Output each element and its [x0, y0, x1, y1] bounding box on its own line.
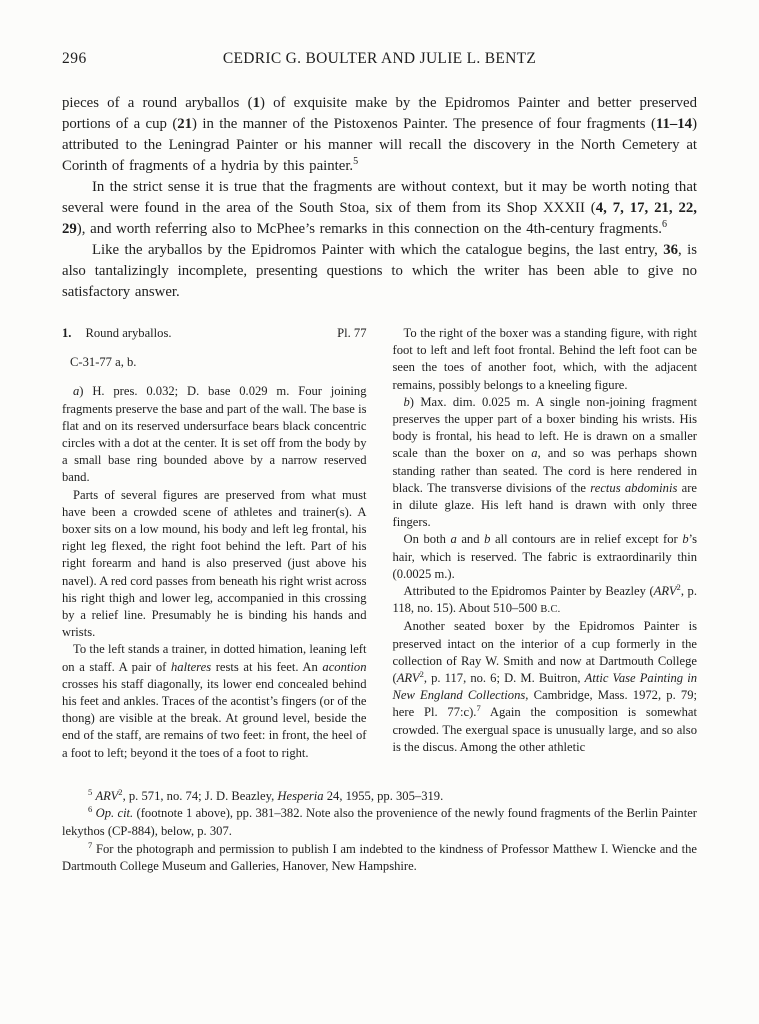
paragraph [62, 641, 367, 761]
catalogue-section [62, 325, 697, 762]
paragraph [62, 841, 697, 876]
text-segment: all contours are in relief except for [490, 532, 683, 547]
text-segment: , p. 571, no. 74; J. D. Beazley, [122, 788, 278, 803]
text-segment: 36 [663, 242, 679, 258]
text-segment: ARV [396, 671, 420, 686]
text-segment: Another seated boxer by the Epidromos Painter is preserved intact on the interior of a cup formerly in the collection of Ray W. Smith and now at Dartmouth College ( [392, 619, 697, 686]
text-segment: Parts of several figures are preserved from what must have been a crowded scene of athletes and trainer(s). A boxer sits on a low mound, his body and left leg frontal, his right leg flexed, the right foot behind the left. Part of his right forearm and hand is also preserved (just above his navel). A red cord passes from beneath his right wrist across his right thigh and lower leg, accompanied in this crossing by a relief line. Presumably he is binding his hands and wrists. [62, 487, 367, 640]
footnote-marker: 7 [88, 839, 93, 850]
text-segment: ) H. pres. 0.032; D. base 0.029 m. Four joining fragments preserve the base and part of the wall. The base is flat and on its reserved undersurface bears black concentric circles with a dot at the center. It is set off from the body by a small base ring bounded above by a narrow reserved band. [62, 384, 367, 485]
text-segment: 21 [177, 116, 193, 132]
paragraph [62, 805, 697, 840]
text-segment: halteres [170, 659, 212, 674]
paragraph [62, 383, 367, 486]
text-segment: To the right of the boxer was a standing figure, with right foot to left and left foot frontal. Behind the left foot can be seen the toes of another foot, which, with the adjacent remains, possibly belongs to a kneeling figure. [392, 326, 697, 392]
entry-title: Round aryballos. [85, 326, 172, 340]
plate-reference: Pl. 77 [337, 326, 367, 340]
inventory-number: C-31-77 a, b. [70, 355, 137, 370]
footnote-marker: 2 [419, 668, 424, 679]
text-segment: ), and worth referring also to McPhee’s remarks in this connection on the 4th-century fragments. [76, 221, 662, 237]
text-segment: ARV [95, 788, 119, 803]
text-segment: ) of exquisite make by the Epidromos Painter and better preserved portions of a cup ( [62, 95, 697, 132]
text-segment: , and so was perhaps shown standing rather than seated. The cord is here rendered in black. The transverse divisions of the [392, 446, 697, 495]
text-segment: b [403, 394, 410, 409]
page-header [62, 48, 697, 69]
text-segment: B.C. [540, 604, 561, 616]
paragraph [62, 487, 367, 642]
text-segment: 11–14 [655, 116, 693, 132]
text-segment: pieces of a round aryballos ( [62, 95, 253, 111]
paragraph [62, 93, 697, 177]
paragraph [393, 531, 698, 583]
running-head: CEDRIC G. BOULTER AND JULIE L. BENTZ [222, 50, 537, 67]
text-segment: ) attributed to the Leningrad Painter or his manner will recall the discovery in the North Cemetery at Corinth of fragments of a hydria by this painter. [62, 116, 697, 174]
text-segment: b [682, 532, 689, 547]
text-segment: b [484, 532, 491, 547]
page-number: 296 [62, 50, 87, 67]
text-segment: 1 [252, 95, 260, 111]
footnote-marker: 2 [118, 786, 123, 797]
text-segment: To the left stands a trainer, in dotted himation, leaning left on a staff. A pair of [62, 642, 367, 674]
footnote-marker: 7 [476, 703, 481, 714]
text-segment: Again the composition is somewhat crowded. The exergual space is unusually large, and so also is the discus. Among the other athletic [392, 705, 697, 754]
text-segment: , p. 117, no. 6; D. M. Buitron, [423, 671, 585, 686]
text-segment: ARV [653, 584, 677, 599]
paragraph [393, 325, 698, 394]
footnote-marker: 5 [353, 156, 359, 168]
paragraph [393, 394, 698, 532]
text-segment: ’s hair, which is reserved. The fabric is extraordinarily thin (0.0025 m.). [392, 532, 698, 581]
catalogue-left-column [62, 325, 367, 762]
text-segment: 4, 7, 17, 21, 22, 29 [62, 200, 697, 237]
text-segment: are in dilute glaze. His left hand is drawn with only three fingers. [392, 480, 698, 530]
paragraph [62, 177, 697, 240]
text-segment: crosses his staff diagonally, its lower end concealed behind his feet and ankles. Traces of the acontist’s fingers (or of the thong) are visible at the break. At ground level, beside the end of the staff, are remains of two feet: in front, the heel of a foot to left; beyond it the toes of a foot to right. [62, 676, 367, 760]
text-segment: Hesperia [277, 788, 324, 803]
paragraph [62, 788, 697, 806]
text-segment: Attributed to the Epidromos Painter by Beazley ( [403, 584, 654, 599]
text-segment: , is also tantalizingly incomplete, presenting questions to which the writer has been able to give no satisfactory answer. [62, 242, 697, 300]
text-segment: (footnote 1 above), pp. 381–382. Note also the provenience of the newly found fragments of the Berlin Painter lekythos (CP-884), below, p. 307. [62, 806, 697, 839]
text-segment: On both [403, 532, 451, 547]
text-segment: a [531, 446, 538, 461]
text-segment: a [450, 532, 457, 547]
footnote-marker: 6 [88, 804, 93, 815]
catalogue-right-column [393, 325, 698, 762]
catalogue-entry-heading [62, 325, 367, 342]
paragraph [62, 240, 697, 303]
text-segment: , Cambridge, Mass. 1972, p. 79; here Pl. 77:c). [392, 688, 697, 720]
footnote-marker: 6 [661, 219, 667, 231]
text-segment: 24, 1955, pp. 305–319. [323, 788, 444, 803]
text-segment: acontion [322, 659, 367, 674]
entry-number: 1. [62, 326, 72, 340]
left-column-text [62, 383, 367, 761]
paragraph [393, 583, 698, 618]
text-segment: Attic Vase Painting in New England Collections [392, 671, 697, 703]
footnote-marker: 2 [676, 581, 681, 592]
text-segment: rests at his feet. An [211, 659, 323, 674]
text-segment: rectus abdominis [590, 480, 678, 495]
footnotes-section [62, 788, 697, 876]
text-segment: In the strict sense it is true that the fragments are without context, but it may be worth noting that several were found in the area of the South Stoa, six of them from its Shop XXXII ( [62, 179, 697, 216]
right-column-text [393, 325, 698, 756]
text-segment: a [73, 384, 80, 399]
text-segment: For the photograph and permission to publish I am indebted to the kindness of Professor Matthew I. Wiencke and the Dartmouth College Museum and Galleries, Hanover, New Hampshire. [62, 841, 697, 874]
text-segment: ) Max. dim. 0.025 m. A single non-joining fragment preserves the upper part of a boxer binding his wrists. His body is frontal, his head to left. He is drawn on a smaller scale than the boxer on [392, 394, 697, 461]
text-segment: ) in the manner of the Pistoxenos Painter. The presence of four fragments ( [192, 116, 656, 132]
text-segment: Like the aryballos by the Epidromos Painter with which the catalogue begins, the last entry, [92, 242, 664, 258]
text-segment: Op. cit. [95, 806, 134, 821]
text-segment: , p. 118, no. 15). About 510–500 [392, 584, 697, 616]
text-segment: and [456, 532, 485, 547]
intro-section [62, 93, 697, 303]
footnote-marker: 5 [88, 786, 93, 797]
paragraph [393, 618, 698, 756]
